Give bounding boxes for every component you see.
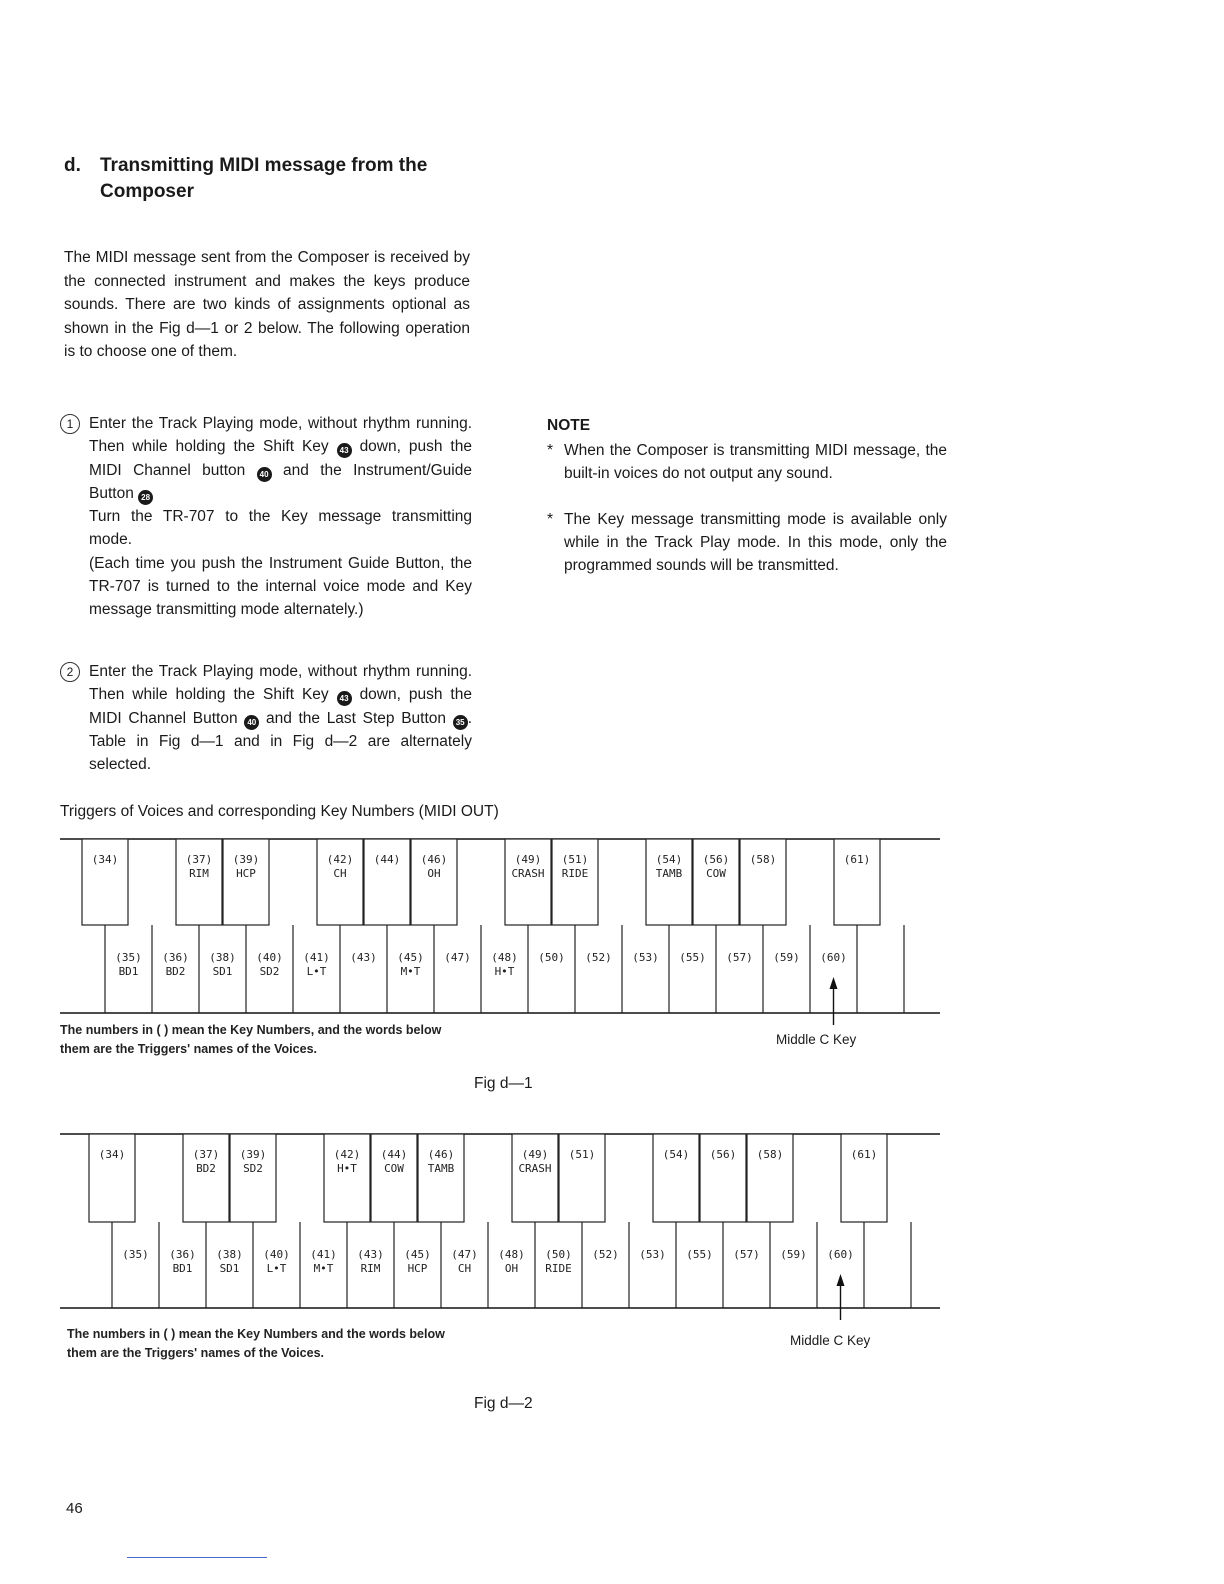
black-key-trigger-name: OH <box>427 867 441 880</box>
black-key <box>646 839 692 925</box>
white-key-trigger-name: M•T <box>313 1262 334 1275</box>
white-key-trigger-name: L•T <box>306 965 327 978</box>
white-key-number: (35) <box>115 951 142 964</box>
white-key-number: (57) <box>726 951 753 964</box>
white-key-trigger-name: OH <box>504 1262 519 1275</box>
white-key-number: (53) <box>632 951 659 964</box>
white-key-number: (38) <box>209 951 236 964</box>
white-key-number: (59) <box>780 1248 807 1261</box>
page-number: 46 <box>66 1500 83 1517</box>
black-key-number: (58) <box>756 1148 784 1161</box>
black-key <box>693 839 739 925</box>
white-key-number: (47) <box>451 1248 478 1261</box>
triggers-title: Triggers of Voices and corresponding Key Numbers (MIDI OUT) <box>60 803 499 820</box>
white-key-number: (55) <box>686 1248 713 1261</box>
step-2-number: 2 <box>60 662 80 682</box>
step-2-text-a: Enter the Track Playing mode, without rhythm running. Then while holding the Shift Key <box>89 663 472 704</box>
keyboard-diagram-d1 <box>60 835 940 1025</box>
step-1-paragraph-3: (Each time you push the Instrument Guide Button, the TR-707 is turned to the internal voice mode and Key message transmitting mode alternately.) <box>89 554 472 619</box>
black-key-number: (39) <box>239 1148 267 1161</box>
step-1-number: 1 <box>60 414 80 434</box>
black-key-trigger-name: TAMB <box>655 867 683 880</box>
white-key-number: (52) <box>592 1248 619 1261</box>
step-1-paragraph-1 <box>89 412 472 505</box>
black-key <box>552 839 598 925</box>
white-key-number: (41) <box>310 1248 337 1261</box>
white-key-number: (35) <box>122 1248 149 1261</box>
white-key-number: (60) <box>827 1248 854 1261</box>
white-key-number: (40) <box>256 951 283 964</box>
midi-channel-badge-2: 40 <box>244 715 259 730</box>
black-key-number: (54) <box>655 853 683 866</box>
middle-c-arrow-head <box>830 977 838 989</box>
white-key-trigger-name: CH <box>457 1262 472 1275</box>
black-key-trigger-name: TAMB <box>427 1162 455 1175</box>
white-key-trigger-name: SD1 <box>219 1262 240 1275</box>
white-key-number: (41) <box>303 951 330 964</box>
keyboard-diagram-d2 <box>60 1130 940 1320</box>
fig2-label: Fig d—2 <box>474 1395 533 1412</box>
black-key-number: (51) <box>568 1148 596 1161</box>
fig2-caption-line1: The numbers in ( ) mean the Key Numbers and the words below <box>67 1327 445 1341</box>
black-key <box>317 839 363 925</box>
black-key-number: (56) <box>702 853 730 866</box>
black-key <box>82 839 128 925</box>
black-key <box>834 839 880 925</box>
instrument-guide-badge: 28 <box>138 490 153 505</box>
black-key-number: (34) <box>91 853 119 866</box>
black-key-trigger-name: BD2 <box>196 1162 216 1175</box>
fig2-middle-c-label: Middle C Key <box>790 1333 871 1348</box>
fig1-middle-c-label: Middle C Key <box>776 1032 857 1047</box>
fig2-caption <box>67 1325 445 1363</box>
intro-paragraph: The MIDI message sent from the Composer is received by the connected instrument and makes the keys produce sounds. There are two kinds of assignments optional as shown in the Fig d—1 or 2 below. The following operation is to choose one of them. <box>64 249 470 360</box>
white-key-number: (52) <box>585 951 612 964</box>
white-key-trigger-name: RIDE <box>545 1262 572 1275</box>
black-key-number: (61) <box>843 853 871 866</box>
black-key <box>740 839 786 925</box>
step-2-text-d: . Table in Fig d—1 and in Fig d—2 are alternately selected. <box>89 709 472 774</box>
note-box <box>547 414 947 600</box>
black-key-number: (54) <box>662 1148 690 1161</box>
black-key-trigger-name: COW <box>706 867 726 880</box>
step-1-text-a: Enter the Track Playing mode, without rhythm running. Then while holding the Shift Key <box>89 415 472 456</box>
black-key-trigger-name: CRASH <box>511 867 545 880</box>
white-key-number: (36) <box>162 951 189 964</box>
white-key-number: (60) <box>820 951 847 964</box>
black-key-number: (46) <box>427 1148 455 1161</box>
white-key-number: (43) <box>350 951 377 964</box>
black-key-number: (49) <box>514 853 542 866</box>
black-key <box>505 839 551 925</box>
middle-c-arrow-head <box>837 1274 845 1286</box>
white-key-number: (50) <box>538 951 565 964</box>
note-title: NOTE <box>547 417 591 434</box>
last-step-badge: 35 <box>453 715 468 730</box>
note-item-text: When the Composer is transmitting MIDI message, the built-in voices do not output any sound. <box>564 442 947 482</box>
step-2-text-c: and the Last Step Button <box>265 709 447 727</box>
black-key-number: (42) <box>333 1148 361 1161</box>
black-key-trigger-name: RIM <box>189 867 209 880</box>
fig1-caption <box>60 1021 441 1059</box>
black-key-number: (51) <box>561 853 589 866</box>
white-key-trigger-name: BD2 <box>165 965 186 978</box>
step-2-paragraph <box>89 660 472 776</box>
black-key-number: (61) <box>850 1148 878 1161</box>
shift-key-badge-2: 43 <box>337 691 352 706</box>
white-key-number: (57) <box>733 1248 760 1261</box>
white-key-trigger-name: RIM <box>360 1262 381 1275</box>
white-key-number: (43) <box>357 1248 384 1261</box>
step-2 <box>60 660 472 776</box>
white-key-trigger-name: SD1 <box>212 965 233 978</box>
note-bullet: * <box>547 511 554 528</box>
black-key-trigger-name: CH <box>333 867 347 880</box>
black-key-number: (42) <box>326 853 354 866</box>
figure-d1 <box>60 835 940 1025</box>
black-key-trigger-name: SD2 <box>243 1162 263 1175</box>
white-key-number: (48) <box>491 951 518 964</box>
white-key-number: (48) <box>498 1248 525 1261</box>
black-key-number: (37) <box>185 853 213 866</box>
white-key-number: (40) <box>263 1248 290 1261</box>
step-1-text-c: and the Instrument/Guide Button <box>89 461 472 502</box>
white-key-trigger-name: BD1 <box>118 965 139 978</box>
white-key-number: (55) <box>679 951 706 964</box>
note-item <box>547 508 947 577</box>
white-key-number: (36) <box>169 1248 196 1261</box>
black-key-number: (44) <box>380 1148 408 1161</box>
black-key-number: (46) <box>420 853 448 866</box>
fig2-caption-line2: them are the Triggers' names of the Voices. <box>67 1346 324 1360</box>
black-key-trigger-name: H•T <box>337 1162 357 1175</box>
footer-rule <box>127 1557 267 1558</box>
shift-key-badge: 43 <box>337 443 352 458</box>
black-key-trigger-name: RIDE <box>561 867 589 880</box>
black-key-number: (58) <box>749 853 777 866</box>
step-1 <box>60 412 472 622</box>
white-key-trigger-name: M•T <box>400 965 421 978</box>
section-letter: d. <box>64 155 81 176</box>
black-key-number: (37) <box>192 1148 220 1161</box>
section-heading <box>64 153 484 205</box>
black-key-number: (44) <box>373 853 401 866</box>
black-key-trigger-name: COW <box>384 1162 404 1175</box>
step-2-text-b: down, push the MIDI Channel Button <box>89 686 472 727</box>
black-key <box>411 839 457 925</box>
step-1-paragraph-2: Turn the TR-707 to the Key message transmitting mode. <box>89 508 472 549</box>
note-item-text: The Key message transmitting mode is available only while in the Track Play mode. In this mode, only the programmed sounds will be transmitted. <box>564 511 947 574</box>
black-key-number: (34) <box>98 1148 126 1161</box>
white-key-trigger-name: L•T <box>266 1262 287 1275</box>
figure-d2 <box>60 1130 940 1320</box>
fig1-caption-line1: The numbers in ( ) mean the Key Numbers, and the words below <box>60 1023 442 1037</box>
white-key-trigger-name: H•T <box>494 965 515 978</box>
midi-channel-badge: 40 <box>257 467 272 482</box>
note-bullet: * <box>547 442 554 459</box>
note-item <box>547 439 947 485</box>
white-key-trigger-name: HCP <box>407 1262 428 1275</box>
black-key-number: (56) <box>709 1148 737 1161</box>
fig1-label: Fig d—1 <box>474 1075 533 1092</box>
black-key-number: (39) <box>232 853 260 866</box>
white-key-trigger-name: BD1 <box>172 1262 193 1275</box>
section-title: Transmitting MIDI message from the Composer <box>100 155 428 202</box>
white-key-number: (59) <box>773 951 800 964</box>
black-key-trigger-name: HCP <box>236 867 256 880</box>
black-key <box>364 839 410 925</box>
step-1-text-b: down, push the MIDI Channel button <box>89 438 472 479</box>
note-list <box>547 439 947 577</box>
white-key-number: (45) <box>404 1248 431 1261</box>
black-key-number: (49) <box>521 1148 549 1161</box>
white-key-number: (47) <box>444 951 471 964</box>
white-key-number: (38) <box>216 1248 243 1261</box>
black-key-trigger-name: CRASH <box>518 1162 552 1175</box>
white-key-number: (53) <box>639 1248 666 1261</box>
black-key <box>176 839 222 925</box>
black-key <box>223 839 269 925</box>
fig1-caption-line2: them are the Triggers' names of the Voices. <box>60 1042 317 1056</box>
white-key-number: (50) <box>545 1248 572 1261</box>
white-key-trigger-name: SD2 <box>259 965 280 978</box>
white-key-number: (45) <box>397 951 424 964</box>
